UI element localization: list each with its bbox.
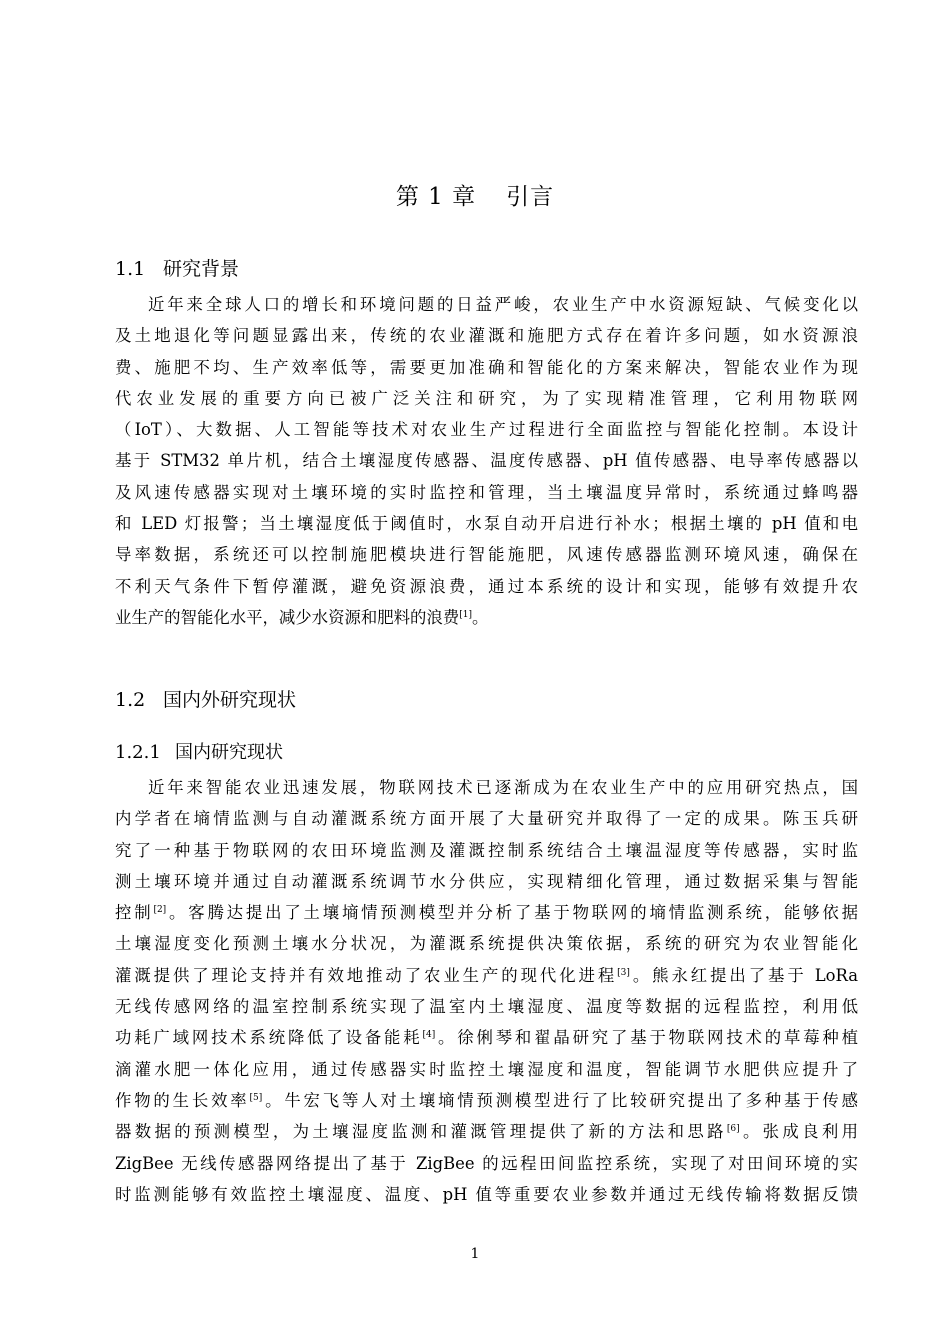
line-text: 控制 bbox=[115, 903, 154, 923]
text-line bbox=[115, 897, 858, 928]
citation-ref[interactable]: [5] bbox=[249, 1092, 263, 1103]
text-line bbox=[115, 352, 858, 383]
section-number: 1.1 bbox=[115, 258, 146, 280]
line-text: 。张成良利用 bbox=[739, 1122, 859, 1142]
line-text: 不利天气条件下暂停灌溉，避免资源浪费，通过本系统的设计和实现，能够有效提升农 bbox=[115, 576, 858, 596]
line-text: 。牛宏飞等人对土壤墒情预测模型进行了比较研究提出了多种基于传感 bbox=[262, 1090, 859, 1110]
page-number: 1 bbox=[470, 1246, 480, 1262]
text-line bbox=[115, 508, 858, 539]
paragraph-domestic-research bbox=[115, 772, 858, 1210]
line-text: 基于 STM32 单片机，结合土壤湿度传感器、温度传感器、pH 值传感器、电导率传感器以 bbox=[115, 451, 858, 471]
text-line bbox=[115, 991, 858, 1022]
text-line bbox=[115, 835, 858, 866]
citation-ref[interactable]: [3] bbox=[617, 967, 630, 978]
line-text: 及风速传感器实现对土壤环境的实时监控和管理，当土壤温度异常时，系统通过蜂鸣器 bbox=[115, 482, 858, 502]
line-text: 内学者在墒情监测与自动灌溉系统方面开展了大量研究并取得了一定的成果。陈玉兵研 bbox=[115, 809, 858, 829]
citation-ref[interactable]: [6] bbox=[726, 1124, 740, 1135]
text-line bbox=[115, 866, 858, 897]
line-text: 代农业发展的重要方向已被广泛关注和研究，为了实现精准管理，它利用物联网 bbox=[115, 388, 858, 408]
subsection-title: 国内研究现状 bbox=[175, 742, 283, 763]
text-line bbox=[115, 803, 858, 834]
line-text: 无线传感网络的温室控制系统实现了温室内土壤湿度、温度等数据的远程监控，利用低 bbox=[115, 997, 858, 1017]
line-text: ZigBee 无线传感器网络提出了基于 ZigBee 的远程田间监控系统，实现了对田间环境的实 bbox=[115, 1153, 858, 1173]
line-text: 费、施肥不均、生产效率低等，需要更加准确和智能化的方案来解决，智能农业作为现 bbox=[115, 357, 858, 377]
text-line bbox=[115, 1085, 858, 1116]
section-number: 1.2 bbox=[115, 689, 146, 711]
line-text: 。熊永红提出了基于 LoRa bbox=[629, 965, 859, 985]
text-line bbox=[115, 1022, 858, 1053]
text-line bbox=[115, 383, 858, 414]
text-line bbox=[115, 539, 858, 570]
section-title: 研究背景 bbox=[163, 258, 240, 280]
line-text: 近年来智能农业迅速发展，物联网技术已逐渐成为在农业生产中的应用研究热点，国 bbox=[148, 778, 858, 797]
citation-ref[interactable]: [4] bbox=[422, 1030, 436, 1041]
chapter-name: 引言 bbox=[506, 184, 555, 210]
line-text: 。徐俐琴和翟晶研究了基于物联网技术的草莓种植 bbox=[435, 1028, 859, 1048]
line-text: 时监测能够有效监控土壤湿度、温度、pH 值等重要农业参数并通过无线传输将数据反馈 bbox=[115, 1184, 858, 1204]
text-line bbox=[115, 320, 858, 351]
text-line bbox=[115, 1179, 858, 1210]
line-text: 作物的生长效率 bbox=[115, 1090, 250, 1110]
chapter-title bbox=[0, 178, 950, 211]
text-line bbox=[115, 445, 858, 476]
line-text: 土壤湿度变化预测土壤水分状况，为灌溉系统提供决策依据，系统的研究为农业智能化 bbox=[115, 934, 858, 954]
line-text: 滴灌水肥一体化应用，通过传感器实时监控土壤湿度和温度，智能调节水肥供应提升了 bbox=[115, 1059, 858, 1079]
line-text: 和 LED 灯报警；当土壤湿度低于阈值时，水泵自动开启进行补水；根据土壤的 pH 值和电 bbox=[115, 514, 858, 534]
subsection-number: 1.2.1 bbox=[115, 742, 161, 763]
citation-ref[interactable]: [1] bbox=[459, 609, 472, 620]
line-text: 。 bbox=[471, 607, 489, 627]
text-line bbox=[115, 772, 858, 803]
line-text: 测土壤环境并通过自动灌溉系统调节水分供应，实现精细化管理，通过数据采集与智能 bbox=[115, 871, 858, 891]
text-line bbox=[115, 602, 858, 633]
citation-ref[interactable]: [2] bbox=[153, 905, 167, 916]
text-line bbox=[115, 477, 858, 508]
line-text: 究了一种基于物联网的农田环境监测及灌溉控制系统结合土壤温湿度等传感器，实时监 bbox=[115, 840, 858, 860]
paragraph-research-background bbox=[115, 289, 858, 633]
line-text: 器数据的预测模型，为土壤湿度监测和灌溉管理提供了新的方法和思路 bbox=[115, 1122, 727, 1142]
line-text: 灌溉提供了理论支持并有效地推动了农业生产的现代化进程 bbox=[115, 965, 618, 985]
line-text: 功耗广域网技术系统降低了设备能耗 bbox=[115, 1028, 423, 1048]
section-heading-1-2 bbox=[115, 685, 296, 712]
line-text: 近年来全球人口的增长和环境问题的日益严峻，农业生产中水资源短缺、气候变化以 bbox=[148, 295, 858, 314]
line-text: 及土地退化等问题显露出来，传统的农业灌溉和施肥方式存在着许多问题，如水资源浪 bbox=[115, 326, 858, 346]
line-text: 。客腾达提出了土壤墒情预测模型并分析了基于物联网的墒情监测系统，能够依据 bbox=[166, 903, 859, 923]
text-line bbox=[115, 571, 858, 602]
text-line bbox=[115, 1148, 858, 1179]
section-title: 国内外研究现状 bbox=[163, 689, 297, 711]
text-line bbox=[115, 289, 858, 320]
text-line bbox=[115, 960, 858, 991]
text-line bbox=[115, 1054, 858, 1085]
line-text: （IoT）、大数据、人工智能等技术对农业生产过程进行全面监控与智能化控制。本设计 bbox=[115, 420, 858, 440]
text-line bbox=[115, 414, 858, 445]
section-heading-1-1 bbox=[115, 254, 239, 281]
line-text: 导率数据，系统还可以控制施肥模块进行智能施肥，风速传感器监测环境风速，确保在 bbox=[115, 545, 858, 565]
text-line bbox=[115, 1116, 858, 1147]
line-text: 业生产的智能化水平，减少水资源和肥料的浪费 bbox=[115, 607, 460, 627]
chapter-number: 第 1 章 bbox=[395, 184, 477, 210]
subsection-heading-1-2-1 bbox=[115, 738, 283, 764]
text-line bbox=[115, 928, 858, 959]
